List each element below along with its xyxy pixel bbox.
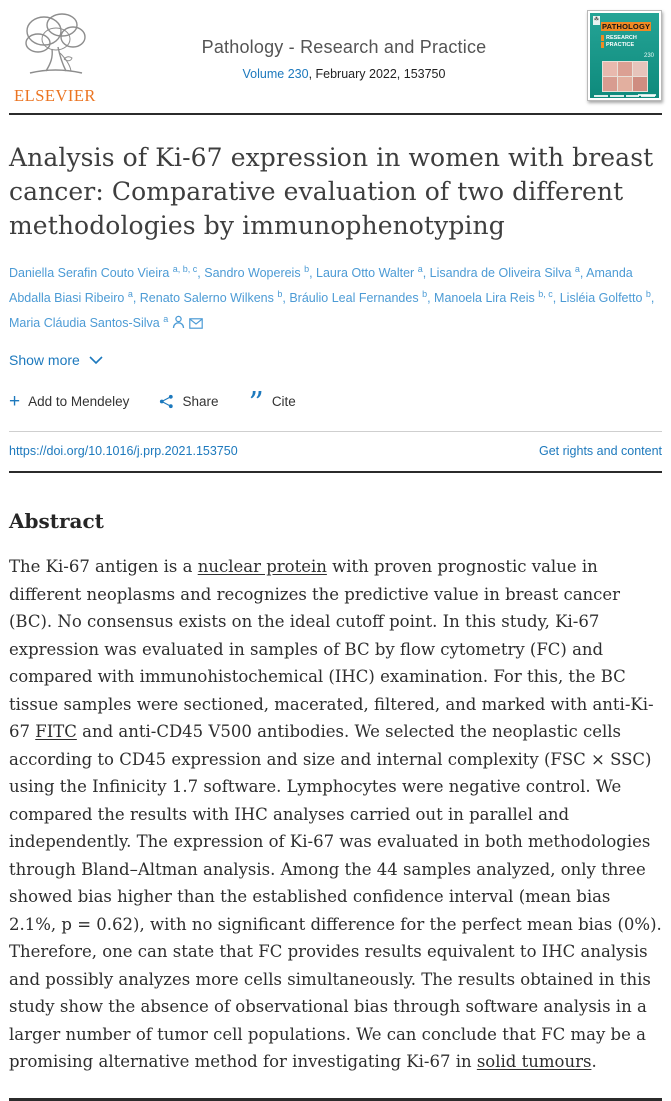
author-name[interactable]: Maria Cláudia Santos-Silva (9, 316, 164, 331)
elsevier-tree-icon (18, 70, 92, 87)
author-names[interactable]: Daniella Serafin Couto Vieira $^{a, b, c}$, Sandro Wopereis $^b$, Laura Otto Walter $^a$, Lisandra de Oliveira Silva $^a$, Amanda Abdalla Biasi Ribeiro $^a$, Renato Salerno Wilkens $^b$, Bráulio Leal Fernandes $^b$, Manoela Lira Reis $^{b, c}$, Lisléia Golfetto $^b$, Maria Cláudia Santos-Silva $^a$ (9, 264, 655, 331)
add-to-mendeley-label: Add to Mendeley (28, 394, 130, 410)
journal-banner (9, 0, 662, 113)
elsevier-wordmark: ELSEVIER (14, 86, 96, 105)
show-more-button[interactable] (9, 352, 103, 368)
abstract-heading: Abstract (9, 509, 104, 534)
author-name[interactable]: Lisléia Golfetto (559, 291, 646, 306)
author-affiliation-sup: b (645, 289, 651, 300)
author-affiliation-sup: a (417, 264, 423, 274)
author-name[interactable]: Daniella Serafin Couto Vieira (9, 266, 173, 281)
author-affiliation-sup: b (277, 289, 283, 300)
abstract-text (9, 553, 662, 1076)
author-name[interactable]: Renato Salerno Wilkens (139, 291, 278, 306)
cover-histology-image (602, 61, 648, 92)
corresponding-author-icon (172, 315, 185, 329)
elsevier-logo[interactable] (9, 9, 101, 106)
journal-cover-art (590, 13, 659, 98)
cover-title-line2: RESEARCH (601, 35, 656, 41)
volume-link[interactable]: Volume 230 (242, 67, 309, 81)
author-name[interactable]: Laura Otto Walter (316, 266, 418, 281)
author-affiliation-sup: a, b, c (172, 264, 198, 274)
issue-line (101, 67, 587, 81)
abstract-text-segment: and anti-CD45 V500 antibodies. We selected the neoplastic cells according to CD45 expression and size and internal complexity (FSC × SSC) using the Infinicity 1.7 software. Lymphocytes were negative control. We compared the results with IHC analyses carried out in parallel and independently. The expression of Ki-67 was evaluated in both methodologies through Bland–Altman analysis. Among the 44 samples analyzed, only three showed bias higher than the established confidence interval (mean bias 2.1%, p = 0.62), with no significant difference for the perfect mean bias (0%). Therefore, one can state that FC provides results equivalent to IHC analysis and possibly analyzes more cells simultaneously. The results obtained in this study show the absence of observational bias through software analysis in a larger number of tumor cell populations. We can conclude that FC may be a promising alternative method for investigating Ki-67 in (9, 722, 662, 1072)
doi-row (9, 432, 662, 471)
author-name[interactable]: Amanda Abdalla Biasi Ribeiro (9, 266, 633, 306)
author-list[interactable] (9, 259, 662, 334)
author-name[interactable]: Bráulio Leal Fernandes (289, 291, 423, 306)
topic-link[interactable]: FITC (35, 722, 77, 742)
topic-link[interactable]: nuclear protein (197, 557, 327, 577)
abstract-text-segment: The Ki-67 antigen is a (9, 557, 198, 577)
topic-link[interactable]: solid tumours (476, 1052, 592, 1072)
cover-title-line3: PRACTICE (601, 42, 656, 48)
journal-heading-block (101, 9, 587, 81)
share-label: Share (182, 394, 219, 410)
header-divider (9, 113, 662, 115)
author-affiliation-sup: a (127, 289, 133, 300)
doi-divider-bottom (9, 471, 662, 473)
journal-title-link[interactable]: Pathology - Research and Practice (201, 37, 487, 57)
author-affiliation-sup: a (574, 264, 580, 274)
quote-icon: ” (248, 385, 264, 421)
add-to-mendeley-button[interactable] (9, 390, 130, 412)
author-affiliation-sup: a (163, 314, 169, 325)
author-affiliation-sup: b (304, 264, 310, 274)
issue-info: , February 2022, 153750 (308, 67, 446, 81)
author-affiliation-sup: b (422, 289, 428, 300)
email-envelope-icon (189, 318, 203, 329)
journal-cover-thumbnail[interactable] (587, 10, 662, 101)
article-actions (9, 385, 662, 421)
cover-footer-mark (638, 94, 656, 96)
article-title: Analysis of Ki-67 expression in women with breast cancer: Comparative evaluation of two different methodologies by immunophenotyping (9, 143, 654, 240)
show-more-label: Show more (9, 352, 80, 369)
cover-tree-icon: ☘ (593, 17, 600, 23)
abstract-text-segment: . (591, 1052, 597, 1072)
author-affiliation-sup: b, c (538, 289, 553, 300)
cite-button[interactable] (248, 385, 296, 421)
cover-issue-number: 230 (643, 53, 654, 59)
rights-and-content-link[interactable]: Get rights and content (539, 444, 662, 459)
abstract-text-segment: with proven prognostic value in different neoplasms and recognizes the predictive value in breast cancer (BC). No consensus exists on the ideal cutoff point. In this study, Ki-67 expression was evaluated in samples of BC by flow cytometry (FC) and compared with immunohistochemical (IHC) examination. For this, the BC tissue samples were sectioned, macerated, filtered, and marked with anti-Ki-67 (9, 557, 654, 742)
author-name[interactable]: Lisandra de Oliveira Silva (429, 266, 575, 281)
cite-label: Cite (271, 394, 296, 410)
share-icon (159, 394, 174, 409)
share-button[interactable] (159, 394, 218, 409)
chevron-down-icon (89, 356, 103, 364)
plus-icon: + (9, 390, 21, 412)
author-name[interactable]: Manoela Lira Reis (434, 291, 539, 306)
author-name[interactable]: Sandro Wopereis (204, 266, 305, 281)
abstract-section (9, 509, 662, 1076)
doi-link[interactable]: https://doi.org/10.1016/j.prp.2021.153750 (9, 444, 238, 459)
cover-title-line1: PATHOLOGY (602, 22, 651, 31)
